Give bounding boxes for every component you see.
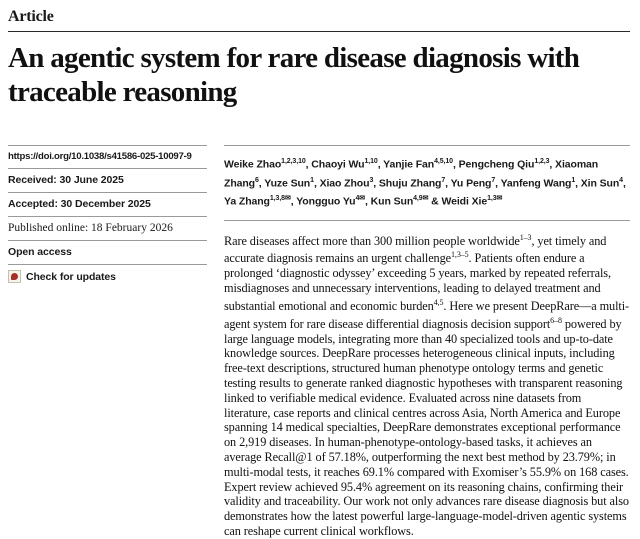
header-divider xyxy=(8,31,630,32)
published-online-date: Published online: 18 February 2026 xyxy=(8,216,207,240)
abstract-text: Rare diseases affect more than 300 million people worldwide$^{1-3}$, yet timely and accurate diagnosis remains an urgent challenge$^{1,3-5}$. Patients often endure a prolonged ‘diagnostic odyssey’ exceeding 5 years, marked by repeated referrals, misdiagnoses and unnecessary interventions, leading to delayed treatment and substantial emotional and economic burden$^{4,5}$. Here we present DeepRare—a multi-agent system for rare disease differential diagnosis decision support$^{6-8}$ powered by large language models, integrating more than 40 specialized tools and up-to-date knowledge sources. DeepRare processes heterogeneous clinical inputs, including free-text descriptions, structured human phenotype ontology terms and genetic testing results to generate ranked diagnostic hypotheses with transparent reasoning linked to verifiable medical evidence. Evaluated across nine datasets from literature, case reports and clinical centres across Asia, North America and Europe spanning 14 medical specialties, DeepRare demonstrates exceptional performance on 2,919 diseases. In human-phenotype-ontology-based tasks, it achieves an average Recall@1 of 57.18%, outperforming the next best method by 23.79%; in multi-modal tests, it reaches 69.1% compared with Exomiser’s 55.9% on 168 cases. Expert review achieved 95.4% agreement on its reasoning chains, confirming their validity and traceability. Our work not only advances rare disease diagnosis but also demonstrates how the latest powerful large-language-model-driven agentic systems can reshape current clinical workflows. xyxy=(224,232,630,539)
article-metadata-panel xyxy=(8,145,207,539)
article-main-column xyxy=(224,145,630,539)
page-title: An agentic system for rare disease diagnosis with traceable reasoning xyxy=(8,42,580,108)
received-date: Received: 30 June 2025 xyxy=(8,168,207,192)
doi-link[interactable]: https://doi.org/10.1038/s41586-025-10097-9 xyxy=(8,145,207,168)
open-access-label: Open access xyxy=(8,240,207,264)
crossmark-logo-shape xyxy=(11,273,18,280)
crossmark-icon xyxy=(8,270,21,283)
content-columns xyxy=(8,145,630,539)
accepted-date: Accepted: 30 December 2025 xyxy=(8,192,207,216)
article-kicker: Article xyxy=(8,8,54,25)
author-list: Weike Zhao$^{1,2,3,10}$, Chaoyi Wu$^{1,10}$, Yanjie Fan$^{4,5,10}$, Pengcheng Qiu$^{1,2,3}$, Xiaoman Zhang$^6$, Yuze Sun$^1$, Xiao Zhou$^3$, Shuju Zhang$^7$, Yu Peng$^7$, Yanfeng Wang$^1$, Xin Sun$^4$, Ya Zhang$^{1,3,8✉}$, Yongguo $Yu^{4✉}$, Kun Sun$^{4,9✉}$ & Weidi Xie$^{1,3✉}$ xyxy=(224,145,630,221)
check-for-updates-label: Check for updates xyxy=(26,270,116,283)
check-for-updates-button[interactable] xyxy=(8,264,207,289)
